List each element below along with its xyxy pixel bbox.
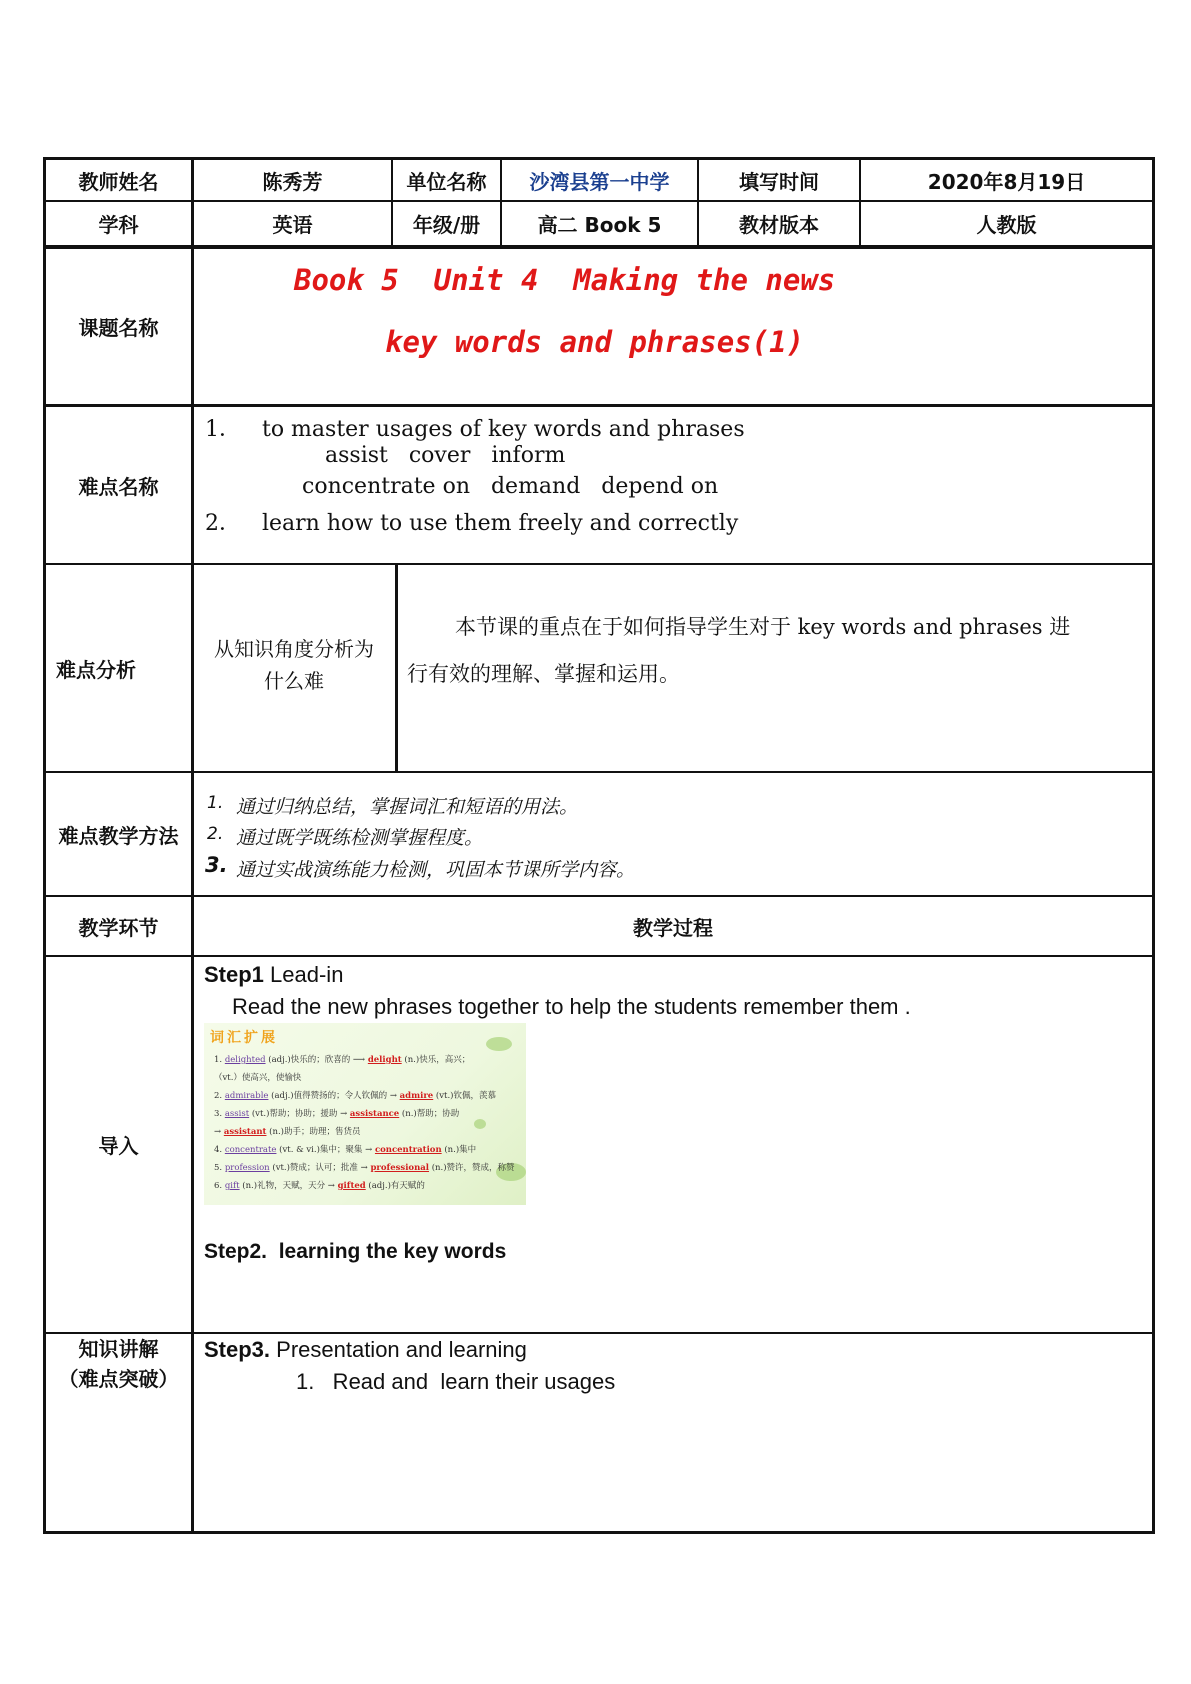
analysis-text: 行有效的理解、掌握和运用。 bbox=[407, 662, 680, 686]
step3-text: Presentation and learning bbox=[270, 1337, 527, 1362]
row-divider bbox=[43, 1332, 1155, 1334]
method-number: 1. bbox=[207, 793, 224, 813]
row-divider bbox=[43, 404, 1155, 407]
row-divider bbox=[43, 563, 1155, 565]
analysis-sub-label: 从知识角度分析为什么难 bbox=[214, 637, 374, 693]
unit-name-value: 沙湾县第一中学 bbox=[529, 169, 670, 194]
step1-text: Lead-in bbox=[263, 962, 344, 987]
step3-bold: Step3. bbox=[204, 1337, 271, 1362]
column-divider bbox=[395, 565, 398, 772]
unit-name-label: 单位名称 bbox=[406, 169, 487, 194]
process-stage-header: 教学环节 bbox=[78, 915, 159, 940]
vocabulary-row: 4. concentrate (vt. & vi.)集中；聚集 → concentration (n.)集中 bbox=[214, 1145, 477, 1155]
lesson-plan-table bbox=[43, 157, 1155, 1534]
grade-label: 年级/册 bbox=[412, 213, 481, 237]
grade-value: 高二 Book 5 bbox=[537, 213, 662, 237]
step3-item: 1. Read and learn their usages bbox=[296, 1369, 616, 1394]
vocabulary-heading: 词汇扩展 bbox=[210, 1030, 278, 1046]
difficulty-line: 1． to master usages of key words and phrases bbox=[205, 417, 745, 442]
difficulty-line: assist cover inform bbox=[325, 443, 566, 468]
vocabulary-row: → assistant (n.)助手；助理；售货员 bbox=[214, 1127, 361, 1137]
row-divider bbox=[43, 771, 1155, 773]
knowledge-label bbox=[46, 1334, 191, 1394]
vocabulary-row: 1. delighted (adj.)快乐的；欣喜的 ⟶ delight (n.)快乐，高兴； bbox=[214, 1055, 471, 1065]
topic-subtitle: key words and phrases(1) bbox=[385, 325, 805, 359]
step1-description: Read the new phrases together to help the students remember them . bbox=[232, 994, 911, 1019]
subject-value: 英语 bbox=[272, 213, 313, 237]
difficulty-line: 2． learn how to use them freely and correctly bbox=[205, 511, 739, 536]
process-header: 教学过程 bbox=[633, 915, 713, 940]
leaf-decoration bbox=[486, 1037, 512, 1051]
step1-bold: Step1 bbox=[204, 962, 264, 987]
edition-label: 教材版本 bbox=[739, 213, 819, 237]
teacher-name-label: 教师姓名 bbox=[78, 169, 159, 194]
row-divider bbox=[43, 245, 1155, 249]
knowledge-label-line2: （难点突破） bbox=[58, 1367, 179, 1391]
edition-value: 人教版 bbox=[976, 213, 1037, 237]
analysis-text: 本节课的重点在于如何指导学生对于 key words and phrases 进 bbox=[455, 615, 1071, 639]
vocabulary-row: 2. admirable (adj.)值得赞扬的；令人钦佩的 → admire (vt.)钦佩，羡慕 bbox=[214, 1091, 496, 1101]
column-divider bbox=[191, 157, 194, 1534]
intro-label: 导入 bbox=[98, 1134, 139, 1158]
topic-title: Book 5 Unit 4 Making the news bbox=[294, 263, 836, 297]
vocabulary-row: 3. assist (vt.)帮助；协助；援助 → assistance (n.)帮助；协助 bbox=[214, 1109, 460, 1119]
difficulty-line: concentrate on demand depend on bbox=[302, 474, 719, 499]
date-label: 填写时间 bbox=[739, 169, 819, 194]
leaf-decoration bbox=[474, 1119, 486, 1129]
analysis-label: 难点分析 bbox=[56, 657, 136, 682]
method-number: 2. bbox=[207, 824, 224, 844]
knowledge-label-line1: 知识讲解 bbox=[78, 1337, 159, 1361]
difficulty-label: 难点名称 bbox=[78, 474, 159, 499]
vocabulary-expansion-image bbox=[204, 1023, 526, 1205]
method-item: 通过既学既练检测掌握程度。 bbox=[236, 827, 484, 849]
vocabulary-row: 5. profession (vt.)赞成；认可；批准 → professional (n.)赞许，赞成，称赞 bbox=[214, 1163, 515, 1173]
vocabulary-row: （vt.）使高兴，使愉快 bbox=[214, 1073, 302, 1083]
step3-heading bbox=[204, 1337, 527, 1363]
topic-label: 课题名称 bbox=[78, 316, 159, 340]
step1-heading bbox=[204, 962, 343, 988]
row-divider bbox=[43, 955, 1155, 957]
method-item: 通过实战演练能力检测，巩固本节课所学内容。 bbox=[236, 859, 636, 881]
method-label: 难点教学方法 bbox=[58, 823, 179, 848]
step2-heading: Step2. learning the key words bbox=[204, 1240, 507, 1263]
method-item: 通过归纳总结，掌握词汇和短语的用法。 bbox=[236, 796, 579, 818]
date-value: 2020年8月19日 bbox=[927, 169, 1086, 194]
subject-label: 学科 bbox=[98, 213, 139, 237]
teacher-name-value: 陈秀芳 bbox=[262, 169, 323, 194]
vocabulary-row: 6. gift (n.)礼物，天赋，天分 → gifted (adj.)有天赋的 bbox=[214, 1181, 425, 1191]
method-number: 3. bbox=[205, 853, 228, 877]
